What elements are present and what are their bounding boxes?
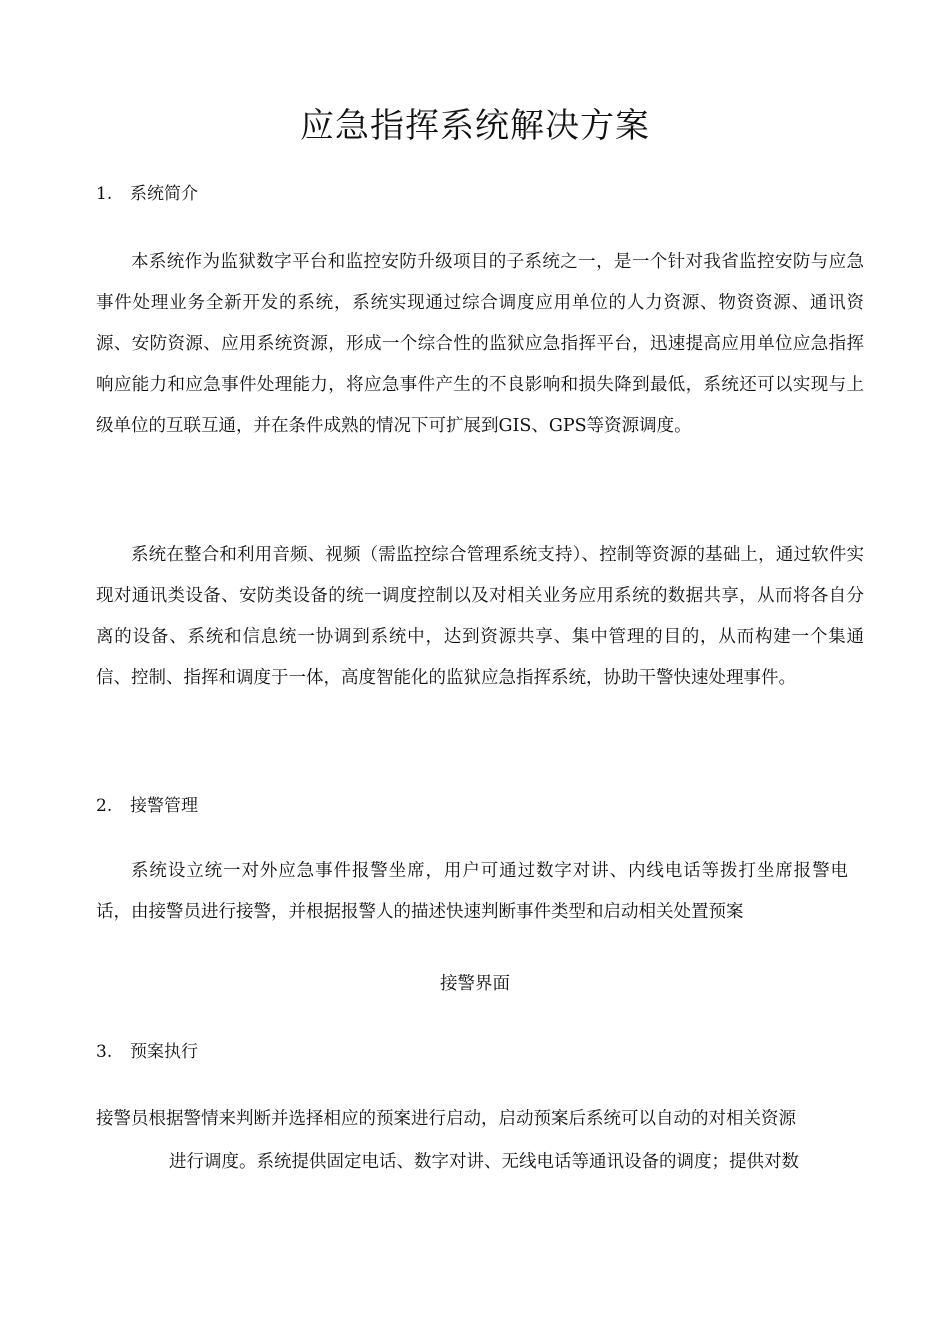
- section-heading-2: [96, 794, 198, 818]
- section-title: 预案执行: [130, 1042, 198, 1062]
- paragraph-intro-1: 本系统作为监狱数字平台和监控安防升级项目的子系统之一，是一个针对我省监控安防与应急事件处理业务全新开发的系统，系统实现通过综合调度应用单位的人力资源、物资资源、通讯资源、安防资源、应用系统资源，形成一个综合性的监狱应急指挥平台，迅速提高应用单位应急指挥响应能力和应急事件处理能力，将应急事件产生的不良影响和损失降到最低，系统还可以实现与上级单位的互联互通，并在条件成熟的情况下可扩展到GIS、GPS等资源调度。: [96, 252, 864, 436]
- section-title: 系统简介: [130, 184, 198, 204]
- section-number: 3.: [96, 1042, 113, 1062]
- section-title: 接警管理: [130, 796, 198, 816]
- section-heading-3: [96, 1040, 198, 1064]
- paragraph-plan-line-2: 进行调度。系统提供固定电话、数字对讲、无线电话等通讯设备的调度；提供对数: [169, 1152, 799, 1172]
- document-title: 应急指挥系统解决方案: [300, 106, 650, 146]
- figure-caption: 接警界面: [440, 974, 510, 994]
- section-number: 1.: [96, 184, 113, 204]
- section-heading-1: [96, 182, 198, 206]
- paragraph-plan-line-1: 接警员根据警情来判断并选择相应的预案进行启动，启动预案后系统可以自动的对相关资源: [96, 1109, 796, 1129]
- section-number: 2.: [96, 796, 113, 816]
- paragraph-intro-2: 系统在整合和利用音频、视频（需监控综合管理系统支持）、控制等资源的基础上，通过软件实现对通讯类设备、安防类设备的统一调度控制以及对相关业务应用系统的数据共享，从而将各自分离的设备、系统和信息统一协调到系统中，达到资源共享、集中管理的目的，从而构建一个集通信、控制、指挥和调度于一体，高度智能化的监狱应急指挥系统，协助干警快速处理事件。: [96, 545, 864, 688]
- paragraph-alarm: 系统设立统一对外应急事件报警坐席，用户可通过数字对讲、内线电话等拨打坐席报警电话，由接警员进行接警，并根据报警人的描述快速判断事件类型和启动相关处置预案: [96, 861, 848, 922]
